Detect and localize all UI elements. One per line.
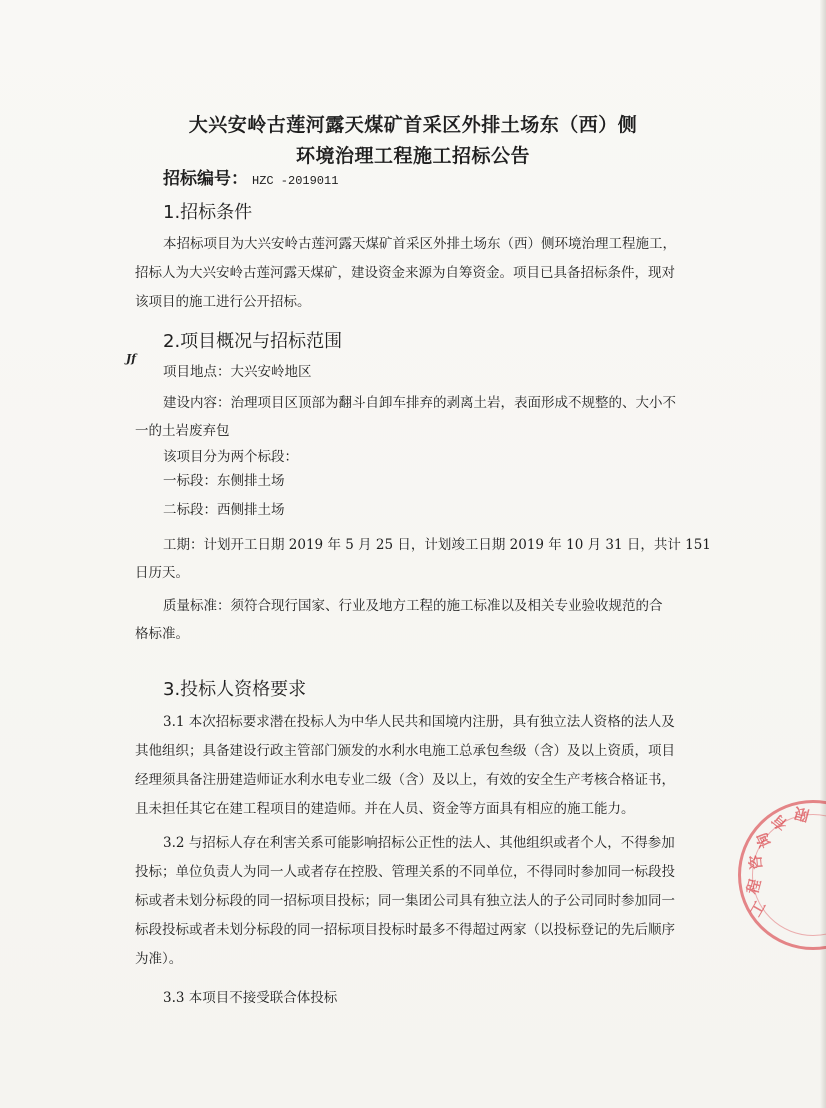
section1-line2: 招标人为大兴安岭古莲河露天煤矿，建设资金来源为自筹资金。项目已具备招标条件，现对 <box>135 265 675 281</box>
seal-char: 限 <box>792 803 812 825</box>
section3-heading: 3.投标人资格要求 <box>163 679 307 700</box>
req-3-3: 3.3 本项目不接受联合体投标 <box>163 990 338 1006</box>
construction-content-line2: 一的土岩废弃包 <box>135 423 230 439</box>
section1-heading: 1.招标条件 <box>163 202 253 223</box>
req-3-1-line3: 经理须具备注册建造师证水利水电专业二级（含）及以上，有效的安全生产考核合格证书， <box>135 772 675 788</box>
seal-char: 工 <box>746 897 770 920</box>
req-3-1-line2: 其他组织；具备建设行政主管部门颁发的水利水电施工总承包叁级（含）及以上资质，项目 <box>135 743 675 759</box>
lot1: 一标段：东侧排土场 <box>163 473 285 489</box>
construction-period-line2: 日历天。 <box>135 565 189 581</box>
req-3-2-line4: 标段投标或者未划分标段的同一招标项目投标时最多不得超过两家（以投标登记的先后顺序 <box>135 922 675 938</box>
req-3-2-line3: 标或者未划分标段的同一招标项目投标；同一集团公司具有独立法人的子公司同时参加同一 <box>135 893 675 909</box>
req-3-2-line1: 3.2 与招标人存在利害关系可能影响招标公正性的法人、其他组织或者个人，不得参加 <box>163 835 675 851</box>
req-3-2-line2: 投标；单位负责人为同一人或者存在控股、管理关系的不同单位，不得同时参加同一标段投 <box>135 864 675 880</box>
project-location: 项目地点：大兴安岭地区 <box>163 364 312 380</box>
company-seal-clip <box>700 780 826 980</box>
bid-number <box>163 164 338 189</box>
seal-char: 有 <box>768 810 792 834</box>
bid-number-value: HZC -2019011 <box>252 174 339 188</box>
seal-char: 程 <box>743 877 765 897</box>
bid-number-label: 招标编号： <box>163 169 248 189</box>
seal-char: 咨 <box>746 854 766 871</box>
quality-standard-line1: 质量标准：须符合现行国家、行业及地方工程的施工标准以及相关专业验收规范的合 <box>163 598 663 614</box>
seal-char: 询 <box>752 829 776 851</box>
document-title-line1: 大兴安岭古莲河露天煤矿首采区外排土场东（西）侧 <box>188 114 638 136</box>
req-3-2-line5: 为准）。 <box>135 951 183 967</box>
quality-standard-line2: 格标准。 <box>135 626 189 642</box>
req-3-1-line4: 且未担任其它在建工程项目的建造师。并在人员、资金等方面具有相应的施工能力。 <box>135 801 635 817</box>
lot2: 二标段：西侧排土场 <box>163 502 285 518</box>
margin-mark: Jf <box>126 352 136 365</box>
section2-heading: 2.项目概况与招标范围 <box>163 331 343 352</box>
section1-line3: 该项目的施工进行公开招标。 <box>135 294 311 310</box>
construction-period-line1: 工期：计划开工日期 2019 年 5 月 25 日，计划竣工日期 2019 年 10 月 31 日，共计 151 <box>163 537 711 553</box>
section1-line1: 本招标项目为大兴安岭古莲河露天煤矿首采区外排土场东（西）侧环境治理工程施工， <box>163 236 676 252</box>
document-title-line2: 环境治理工程施工招标公告 <box>295 145 530 167</box>
lots-intro: 该项目分为两个标段： <box>163 449 298 465</box>
construction-content-line1: 建设内容：治理项目区顶部为翻斗自卸车排弃的剥离土岩，表面形成不规整的、大小不 <box>163 395 676 411</box>
req-3-1-line1: 3.1 本次招标要求潜在投标人为中华人民共和国境内注册，具有独立法人资格的法人及 <box>163 714 675 730</box>
